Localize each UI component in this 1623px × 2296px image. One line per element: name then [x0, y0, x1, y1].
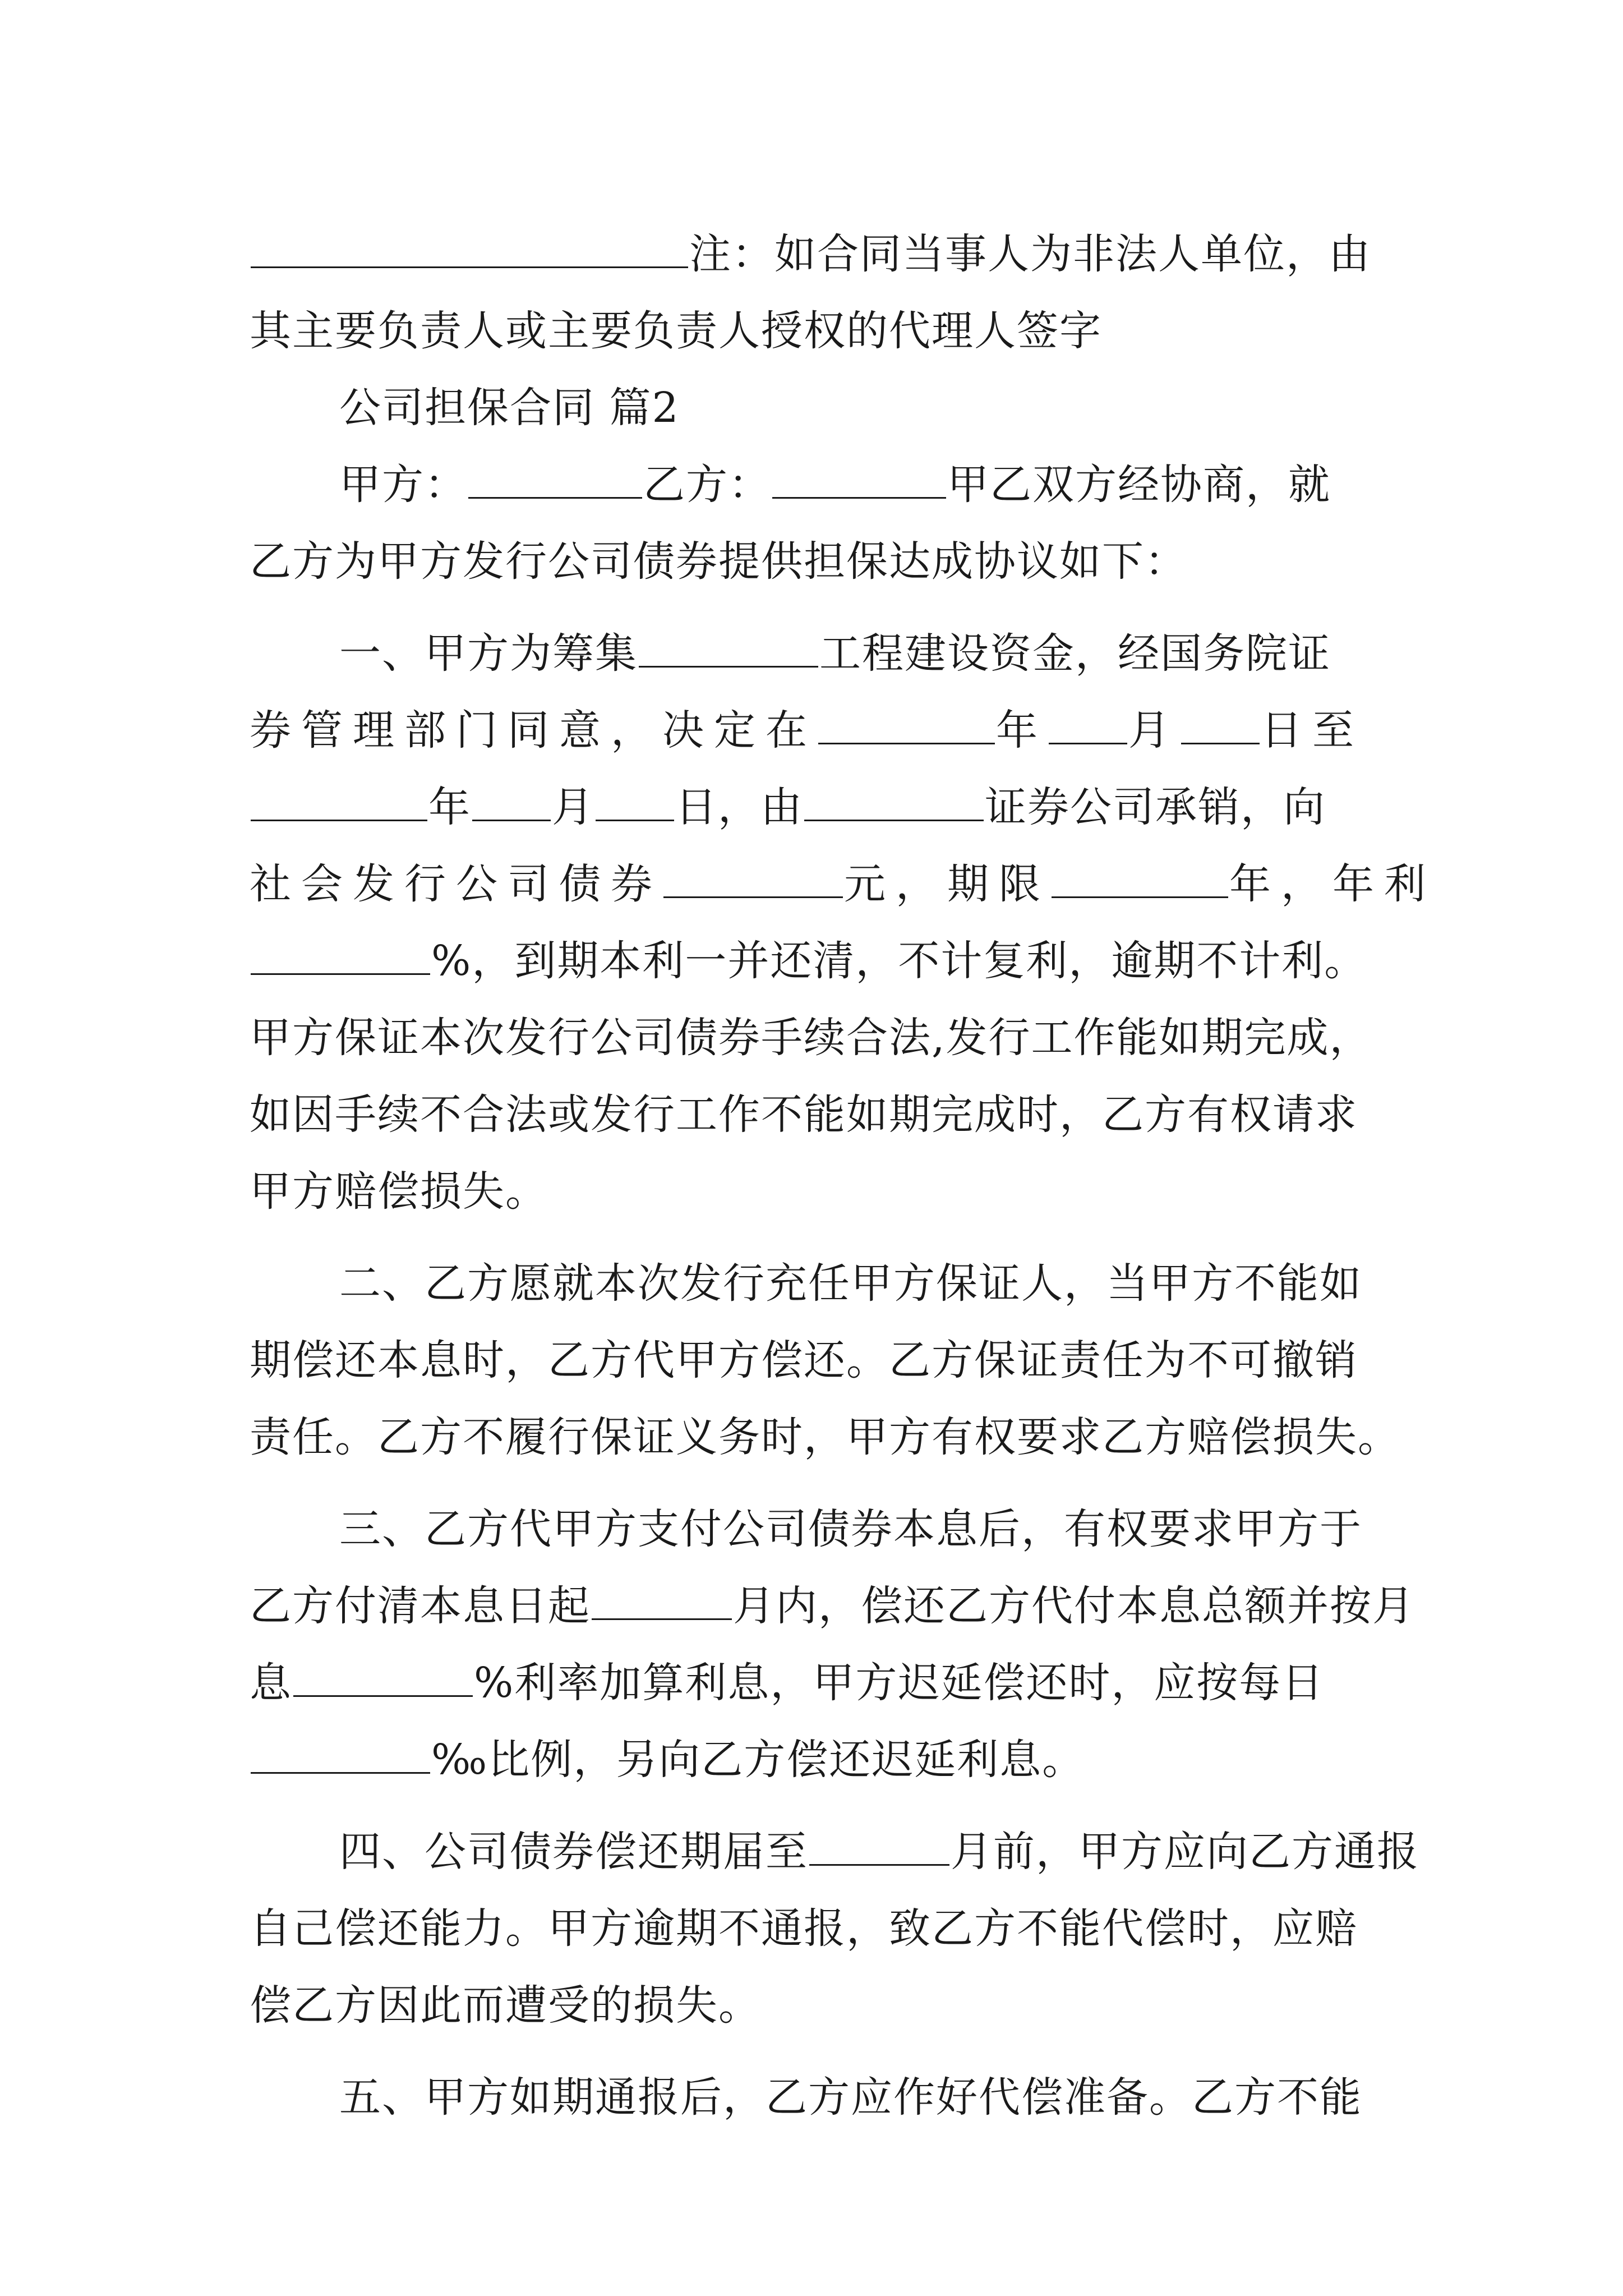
daily-rate-blank — [251, 1737, 430, 1774]
clause-2-line: 二、乙方愿就本次发行充任甲方保证人，当甲方不能如 — [339, 1259, 1362, 1308]
months-blank — [592, 1584, 732, 1620]
clause-1-line: 年 月 日，由 证券公司承销，向 — [250, 769, 1382, 846]
year-blank — [818, 708, 995, 744]
clause-2-line: 责任。乙方不履行保证义务时，甲方有权要求乙方赔偿损失。 — [250, 1413, 1400, 1461]
document-body — [250, 216, 1436, 2136]
day-blank — [1181, 708, 1260, 744]
clause-1-line: 如因手续不合法或发行工作不能如期完成时，乙方有权请求 — [250, 1091, 1358, 1139]
clause-1-line: 甲方保证本次发行公司债券手续合法,发行工作能如期完成， — [250, 1014, 1372, 1062]
note-line — [250, 293, 1382, 370]
month-blank — [1049, 708, 1127, 744]
clause-3-line: 乙方付清本息日起 月内，偿还乙方代付本息总额并按月 — [250, 1582, 1415, 1630]
clause-5-line: 五、甲方如期通报后，乙方应作好代偿准备。乙方不能 — [339, 2073, 1362, 2122]
clause-3-line: ‰比例，另向乙方偿还迟延利息。 — [250, 1722, 1382, 1798]
day-blank — [596, 785, 674, 821]
paragraph-line: 乙方为甲方发行公司债券提供担保达成协议如下： — [250, 537, 1187, 586]
party-b-blank — [772, 462, 946, 499]
clause-4-line: 四、公司债券偿还期届至 月前，甲方应向乙方通报 — [339, 1828, 1419, 1876]
clause-1-line: %，到期本利一并还清，不计复利，逾期不计利。 — [250, 923, 1382, 1000]
month-blank — [472, 785, 551, 821]
clause-1-line: 券管理部门同意，决定在 年 月 日至 — [250, 706, 1364, 754]
clause-3-line: 三、乙方代甲方支付公司债券本息后，有权要求甲方于 — [339, 1505, 1362, 1553]
party-a-blank — [468, 462, 642, 499]
project-blank — [639, 631, 818, 668]
parties-line: 甲方： 乙方： 甲乙双方经协商，就 — [339, 461, 1331, 509]
clause-3-line: 息 %利率加算利息，甲方迟延偿还时，应按每日 — [250, 1659, 1325, 1707]
section-title: 公司担保合同 篇2 — [339, 384, 680, 432]
clause-1-line: 甲方赔偿损失。 — [250, 1167, 548, 1216]
clause-1-line: 一、甲方为筹集 工程建设资金，经国务院证 — [339, 629, 1331, 678]
clause-1-line: 社会发行公司债券 元，期限 年，年利 — [250, 860, 1436, 908]
signature-blank — [251, 232, 688, 268]
note-text: 注：如合同当事人为非法人单位，由 — [689, 230, 1371, 278]
underwriter-blank — [804, 785, 984, 821]
months-before-blank — [809, 1829, 949, 1866]
interest-rate-blank — [293, 1660, 473, 1697]
rate-blank — [251, 938, 430, 975]
note-text: 其主要负责人或主要负责人授权的代理人签字 — [250, 307, 1102, 355]
term-blank — [1052, 862, 1228, 898]
clause-4-line: 自己偿还能力。甲方逾期不通报，致乙方不能代偿时，应赔 — [250, 1904, 1358, 1953]
amount-blank — [663, 862, 843, 898]
note-line — [250, 216, 1382, 293]
clause-4-line: 偿乙方因此而遭受的损失。 — [250, 1981, 761, 2030]
year-blank — [251, 785, 427, 821]
clause-2-line: 期偿还本息时，乙方代甲方偿还。乙方保证责任为不可撤销 — [250, 1336, 1358, 1384]
